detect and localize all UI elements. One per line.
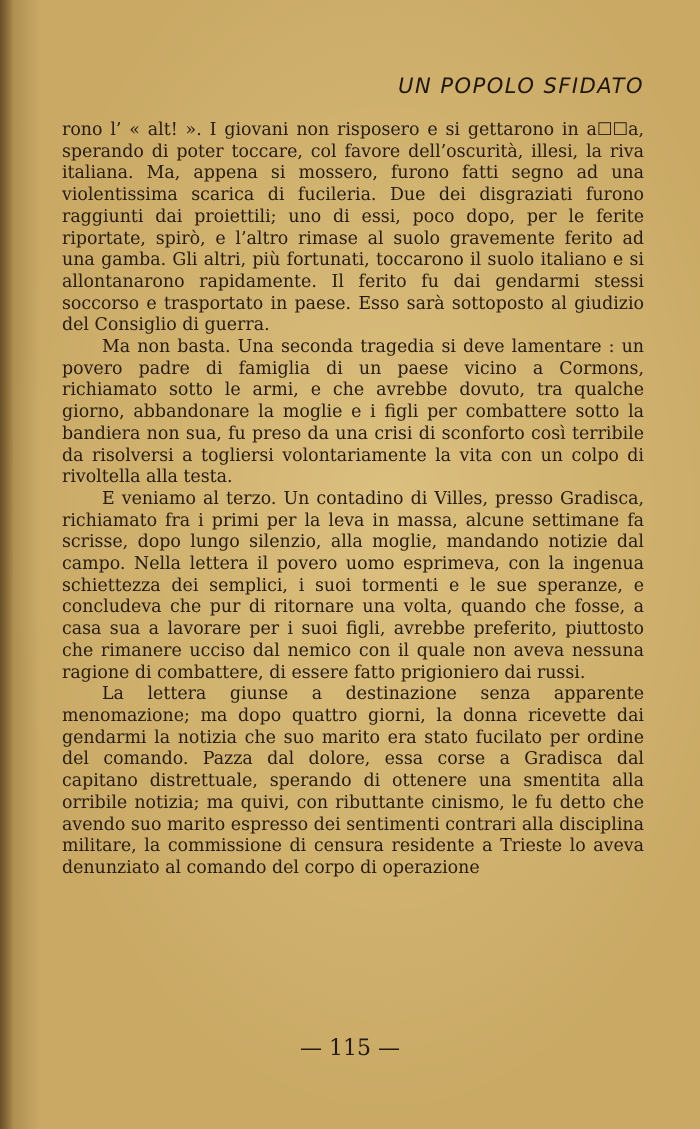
body-text bbox=[62, 120, 644, 880]
running-head: UN POPOLO SFIDATO bbox=[398, 74, 644, 98]
paragraph-4: La lettera giunse a destinazione senza apparente menomazione; ma dopo quattro giorni, la donna ricevette dai gendarmi la notizia che suo marito era stato fucilato per ordine del comando. Pazza dal dolore, essa corse a Gradisca dal capitano distrettuale, sperando di ottenere una smentita alla orribile notizia; ma quivi, con ributtante cinismo, le fu detto che avendo suo marito espresso dei sentimenti contrari alla disciplina militare, la commissione di censura residente a Trieste lo aveva denunziato al comando del corpo di operazione bbox=[62, 684, 644, 878]
page-number: — 115 — bbox=[300, 1036, 400, 1061]
paragraph-3: E veniamo al terzo. Un contadino di Villes, presso Gradisca, richiamato fra i primi per la leva in massa, alcune settimane fa scrisse, dopo lungo silenzio, alla moglie, mandando notizie dal campo. Nella lettera il povero uomo esprimeva, con la ingenua schiettezza dei semplici, i suoi tormenti e le sue speranze, e concludeva che pur di ritornare una volta, quando che fosse, a casa sua a lavorare per i suoi figli, avrebbe preferito, piuttosto che rimanere ucciso dal nemico con il quale non aveva nessuna ragione di combattere, di essere fatto prigioniero dai russi. bbox=[62, 488, 644, 683]
spine-shadow bbox=[0, 0, 14, 1129]
paragraph-1: rono l’ « alt! ». I giovani non risposero e si gettarono in a☐☐a, sperando di poter toccare, col favore dell’oscurità, illesi, la riva italiana. Ma, appena si mossero, furono fatti segno ad una violentissima scarica di fucileria. Due dei disgraziati furono raggiunti dai proiettili; uno di essi, poco dopo, per le ferite riportate, spirò, e l’altro rimase al suolo gravemente ferito ad una gamba. Gli altri, più fortunati, toccarono il suolo italiano e si allontanarono rapidamente. Il ferito fu dai gendarmi stessi soccorso e trasportato in paese. Esso sarà sottoposto al giudizio del Consiglio di guerra. bbox=[62, 120, 644, 336]
paragraph-2: Ma non basta. Una seconda tragedia si deve lamentare : un povero padre di famiglia di un paese vicino a Cormons, richiamato sotto le armi, e che avrebbe dovuto, tra qualche giorno, abbandonare la moglie e i figli per combattere sotto la bandiera non sua, fu preso da una crisi di sconforto così terribile da risolversi a togliersi volontariamente la vita con un colpo di rivoltella alla testa. bbox=[62, 337, 644, 488]
